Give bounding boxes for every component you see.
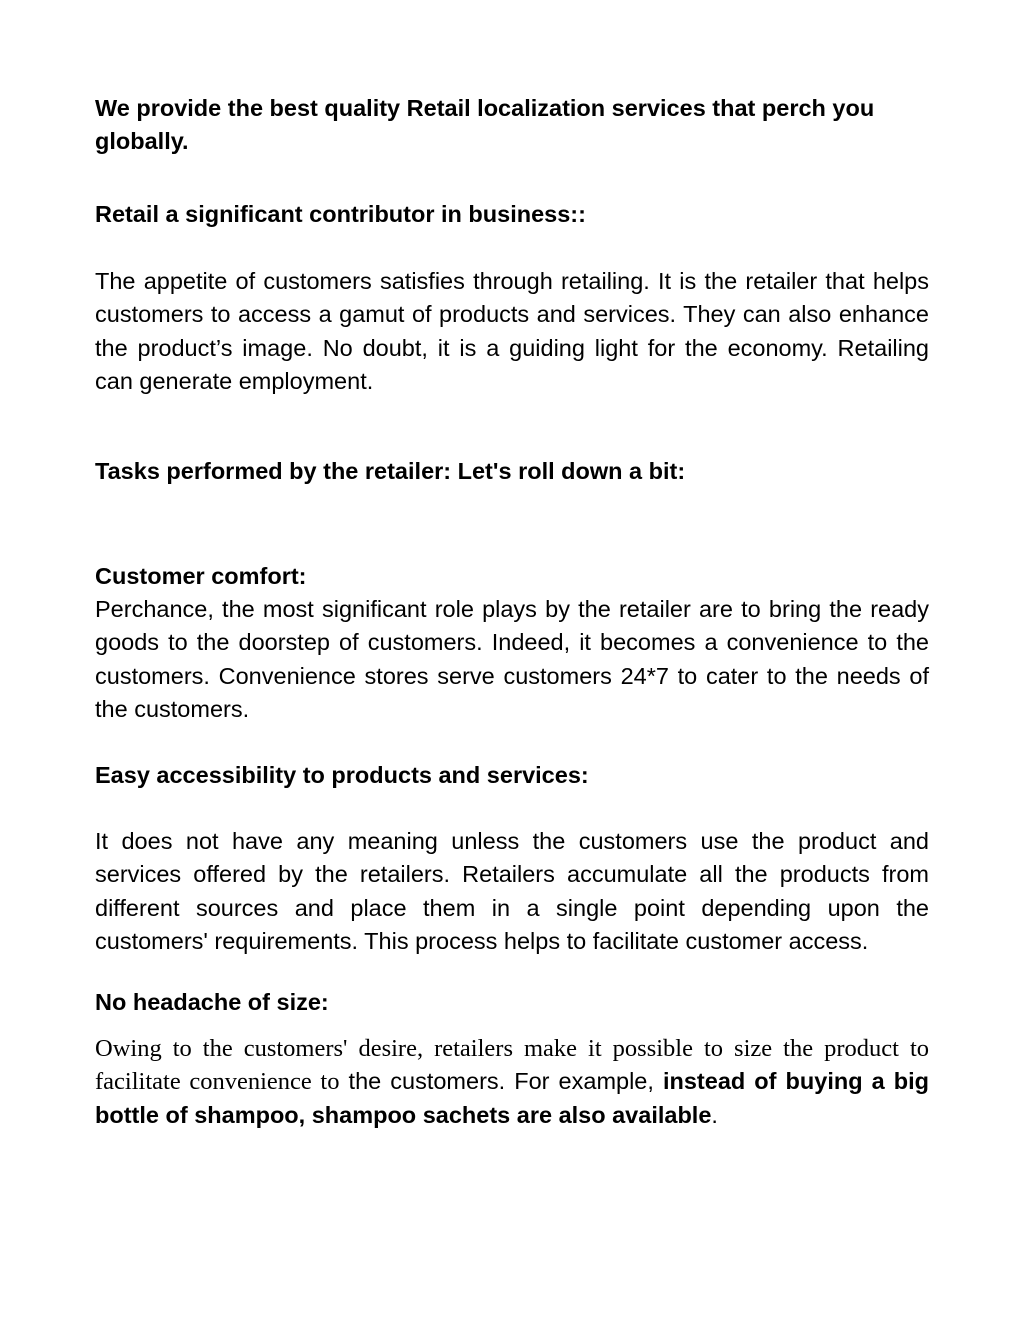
section-body-retail-contributor: The appetite of customers satisfies through retailing. It is the retailer that helps customers to access a gamut of products and services. They can also enhance the product’s image. No doubt, it is a guiding light for the economy. Retailing can generate employment. [95,268,929,395]
section-body-size [95,1032,929,1132]
size-body-end-text: . [711,1101,718,1128]
section-heading-customer-comfort: Customer comfort: [95,563,307,589]
section-body-accessibility: It does not have any meaning unless the customers use the product and services offered by the retailers. Retailers accumulate all the products from different sources and place them in a single point depending upon the customers' requirements. This process helps to facilitate customer access. [95,828,929,955]
section-heading-accessibility: Easy accessibility to products and services: [95,762,589,788]
section-body-customer-comfort: Perchance, the most significant role plays by the retailer are to bring the ready goods to the doorstep of customers. Indeed, it becomes a convenience to the customers. Convenience stores serve customers 24*7 to cater to the needs of the customers. [95,596,929,723]
section-heading-tasks: Tasks performed by the retailer: Let's roll down a bit: [95,458,686,484]
section-heading-size: No headache of size: [95,989,329,1015]
section-heading-retail-contributor: Retail a significant contributor in business:: [95,201,586,227]
intro-heading: We provide the best quality Retail localization services that perch you globally. [95,95,875,155]
size-body-bold-text: instead of buying a big bottle of shampoo, shampoo sachets are also available [95,1068,929,1128]
size-body-serif-text: Owing to the customers' desire, retailers make it possible to size the product to facilitate convenience to [95,1035,929,1096]
size-body-sans-text: the customers. For example, [339,1068,663,1095]
